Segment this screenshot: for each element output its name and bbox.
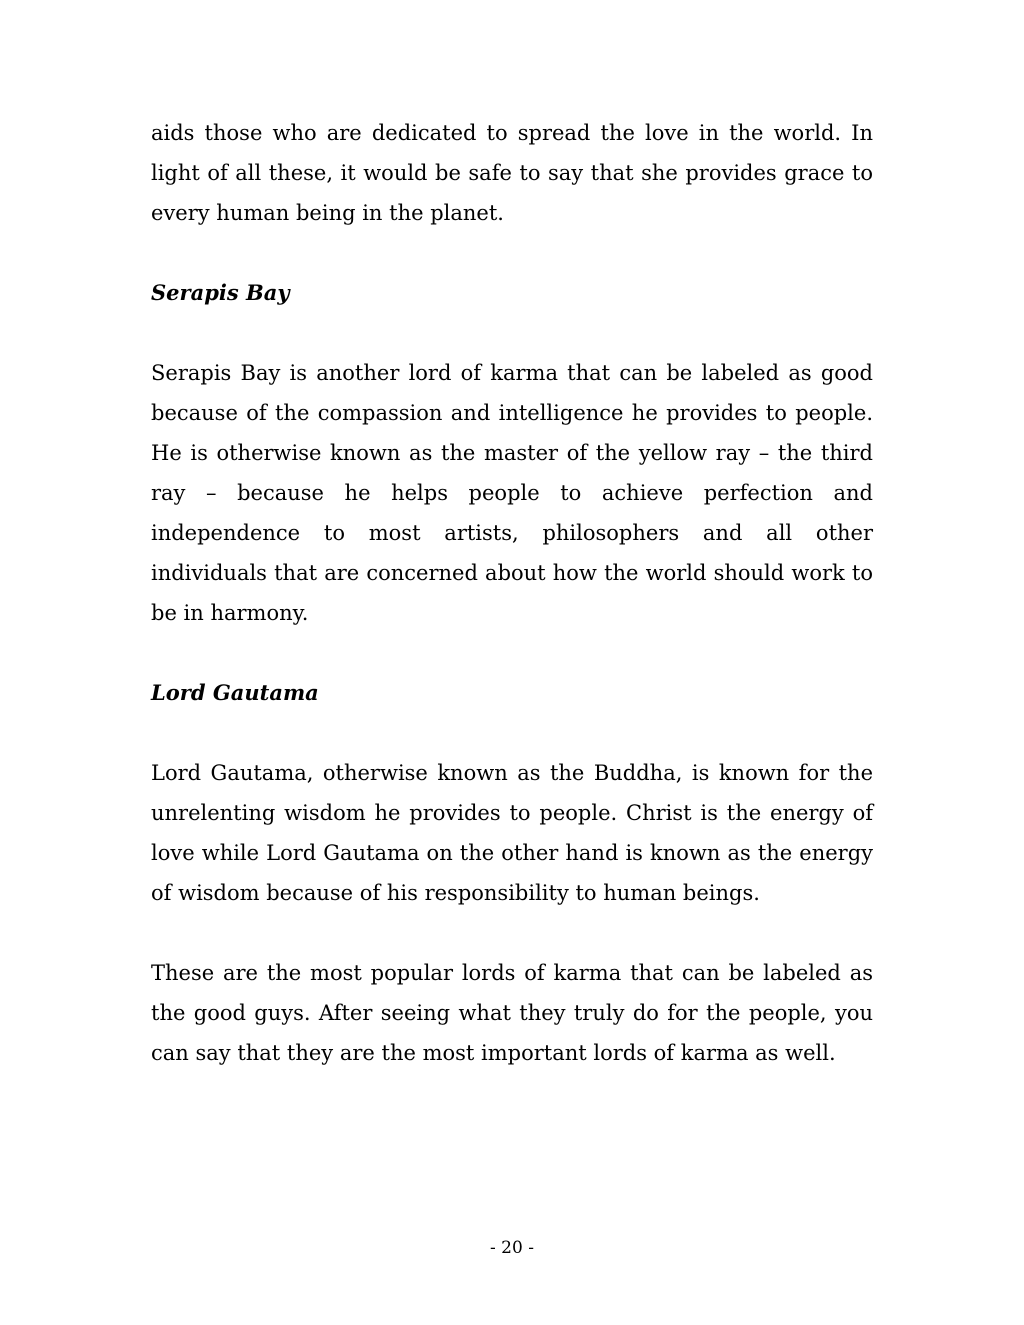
page-number: - 20 -	[490, 1238, 534, 1258]
spacer	[151, 633, 873, 673]
spacer	[151, 313, 873, 353]
paragraph-lord-gautama: Lord Gautama, otherwise known as the Buddha, is known for the unrelenting wisdom he provides to people. Christ is the energy of love while Lord Gautama on the other hand is known as the energy of wisdom because of his responsibility to human beings.	[151, 761, 873, 905]
paragraph-serapis-bay: Serapis Bay is another lord of karma that can be labeled as good because of the compassion and intelligence he provides to people. He is otherwise known as the master of the yellow ray – the third ray – because he helps people to achieve perfection and independence to most artists, philosophers and all other individuals that are concerned about how the world should work to be in harmony.	[151, 361, 873, 625]
heading-serapis-bay: Serapis Bay	[151, 280, 290, 305]
paragraph-closing: These are the most popular lords of karma that can be labeled as the good guys. After seeing what they truly do for the people, you can say that they are the most important lords of karma as well.	[151, 961, 873, 1065]
spacer	[151, 913, 873, 953]
document-body	[151, 113, 873, 1073]
spacer	[151, 233, 873, 273]
spacer	[151, 713, 873, 753]
paragraph-intro: aids those who are dedicated to spread the love in the world. In light of all these, it would be safe to say that she provides grace to every human being in the planet.	[151, 121, 873, 225]
heading-lord-gautama: Lord Gautama	[151, 680, 319, 705]
